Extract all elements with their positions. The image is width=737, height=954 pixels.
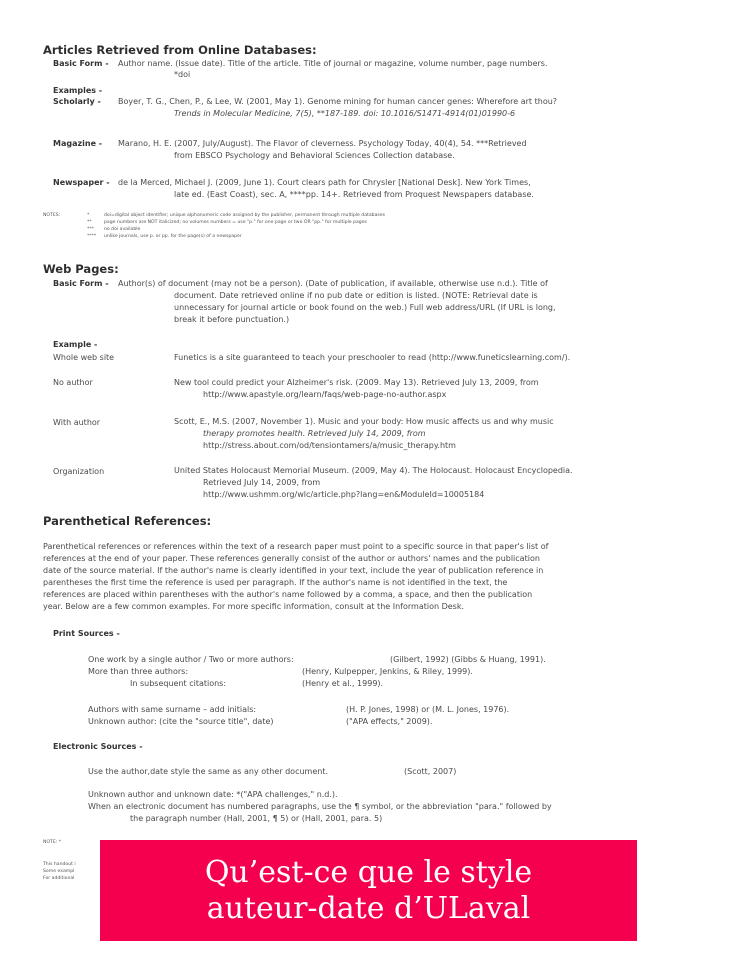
- footer-line: Some exampl: [43, 869, 75, 874]
- web-row-label: With author: [53, 418, 101, 427]
- web-row-line: therapy promotes health. Retrieved July 14, 2009, from: [203, 429, 426, 438]
- web-basic-form-line3: unnecessary for journal article or book found on the web.) Full web address/URL (If URL is long,: [174, 303, 556, 312]
- web-row-line: http://www.ushmm.org/wlc/article.php?lang=en&ModuleId=10005184: [203, 490, 485, 499]
- paren-para-line: references at the end of your paper. These references generally consist of the author or authors' names and the publication: [43, 554, 540, 563]
- articles-basic-form-line1: Author name. (Issue date). Title of the article. Title of journal or magazine, volume number, page numbers.: [118, 59, 548, 68]
- web-row-line: New tool could predict your Alzheimer's risk. (2009. May 13). Retrieved July 13, 2009, from: [174, 378, 539, 387]
- web-basic-form-line2: document. Date retrieved online if no pub date or edition is listed. (NOTE: Retrieval date is: [174, 291, 538, 300]
- paren-para-line: date of the source material. If the author's name is clearly identified in your text, include the year of publication reference in: [43, 566, 544, 575]
- articles-basic-form-label: Basic Form -: [53, 59, 109, 68]
- print-row-left: More than three authors:: [88, 667, 189, 676]
- print-row-right: (Henry et al., 1999).: [302, 679, 384, 688]
- web-basic-form-line4: break it before punctuation.): [174, 315, 290, 324]
- web-row-line: http://www.apastyle.org/learn/faqs/web-page-no-author.aspx: [203, 390, 447, 399]
- print-row-right: (Gilbert, 1992) (Gibbs & Huang, 1991).: [390, 655, 546, 664]
- note-text: page numbers are NOT italicized; no volumes numbers = use "p." for one page or two OR "pp." for multiple pages: [104, 220, 367, 225]
- paren-para-line: parentheses the first time the reference is used per paragraph. If the author's name is not identified in the text, the: [43, 578, 508, 587]
- web-row-line: http://stress.about.com/od/tensiontamers/a/music_therapy.htm: [203, 441, 456, 450]
- notes-label: NOTES:: [43, 213, 61, 218]
- note-mark: ****: [87, 234, 97, 239]
- magazine-line2: from EBSCO Psychology and Behavioral Sciences Collection database.: [174, 151, 455, 160]
- electronic-line1-left: Use the author,date style the same as any other document.: [88, 767, 328, 776]
- web-row-line: United States Holocaust Memorial Museum. (2009, May 4). The Holocaust. Holocaust Encyclopedia.: [174, 466, 573, 475]
- articles-heading: Articles Retrieved from Online Databases:: [43, 43, 317, 57]
- scholarly-line1: Boyer, T. G., Chen, P., & Lee, W. (2001, May 1). Genome mining for human cancer genes: Wherefore art thou?: [118, 97, 558, 106]
- print-row-right: (H. P. Jones, 1998) or (M. L. Jones, 1976).: [346, 705, 510, 714]
- magazine-label: Magazine -: [53, 139, 103, 148]
- footer-line: For additional: [43, 876, 75, 881]
- note-text: no doi available: [104, 227, 141, 232]
- note-text: doi=digital object identifier; unique alphanumeric code assigned by the publisher, permanent through multiple databases: [104, 213, 385, 218]
- electronic-line1-right: (Scott, 2007): [404, 767, 457, 776]
- title-banner: [100, 840, 637, 941]
- web-example-label: Example -: [53, 340, 98, 349]
- web-row-label: Organization: [53, 467, 105, 476]
- scholarly-line2: Trends in Molecular Medicine, 7(5), **187-189. doi: 10.1016/S1471-4914(01)01990-6: [174, 109, 516, 118]
- print-row-right: (Henry, Kulpepper, Jenkins, & Riley, 1999).: [302, 667, 473, 676]
- magazine-line1: Marano, H. E. (2007, July/August). The Flavor of cleverness. Psychology Today, 40(4), 54. ***Retrieved: [118, 139, 527, 148]
- print-row-left: One work by a single author / Two or more authors:: [88, 655, 294, 664]
- print-row-left: Unknown author: (cite the "source title", date): [88, 717, 274, 726]
- newspaper-line2: late ed. (East Coast), sec. A, ****pp. 14+. Retrieved from Proquest Newspapers database.: [174, 190, 534, 199]
- banner-line2: auteur-date d’ULaval: [206, 890, 531, 926]
- electronic-line3: When an electronic document has numbered paragraphs, use the ¶ symbol, or the abbreviation "para." followed by: [88, 802, 552, 811]
- articles-basic-form-line2: *doi: [174, 70, 191, 79]
- electronic-line4: the paragraph number (Hall, 2001, ¶ 5) or (Hall, 2001, para. 5): [130, 814, 383, 823]
- articles-examples-label: Examples -: [53, 86, 103, 95]
- print-row-right: ("APA effects," 2009).: [346, 717, 433, 726]
- web-row-label: Whole web site: [53, 353, 115, 362]
- note-mark: ***: [87, 227, 94, 232]
- banner-line1: Qu’est-ce que le style: [204, 854, 533, 890]
- note-mark: **: [87, 220, 92, 225]
- web-row-label: No author: [53, 378, 93, 387]
- web-heading: Web Pages:: [43, 262, 119, 276]
- web-basic-form-label: Basic Form -: [53, 279, 109, 288]
- newspaper-label: Newspaper -: [53, 178, 110, 187]
- electronic-sources-label: Electronic Sources -: [53, 742, 143, 751]
- print-row-left: In subsequent citations:: [130, 679, 227, 688]
- note-text: unlike journals, use p. or pp. for the page(s) of a newspaper: [104, 234, 242, 239]
- paren-para-line: references are placed within parentheses with the author's name followed by a comma, a space, and then the publication: [43, 590, 533, 599]
- web-row-line: Scott, E., M.S. (2007, November 1). Music and your body: How music affects us and why music: [174, 417, 554, 426]
- web-basic-form-line1: Author(s) of document (may not be a person). (Date of publication, if available, otherwise use n.d.). Title of: [118, 279, 548, 288]
- footer-line: This handout i: [43, 862, 76, 867]
- paren-para-line: Parenthetical references or references within the text of a research paper must point to a specific source in that paper's list of: [43, 542, 549, 551]
- web-row-line: Retrieved July 14, 2009, from: [203, 478, 321, 487]
- paren-heading: Parenthetical References:: [43, 514, 212, 528]
- paren-para-line: year. Below are a few common examples. For more specific information, consult at the Information Desk.: [43, 602, 465, 611]
- print-row-left: Authors with same surname – add initials:: [88, 705, 257, 714]
- web-row-line: Funetics is a site guaranteed to teach your preschooler to read (http://www.funeticslearning.com/).: [174, 353, 571, 362]
- note-star: NOTE: *: [43, 840, 62, 845]
- note-mark: *: [87, 213, 90, 218]
- print-sources-label: Print Sources -: [53, 629, 120, 638]
- electronic-line2: Unknown author and unknown date: *("APA challenges," n.d.).: [88, 790, 338, 799]
- newspaper-line1: de la Merced, Michael J. (2009, June 1). Court clears path for Chrysler [National Desk]. New York Times,: [118, 178, 531, 187]
- scholarly-label: Scholarly -: [53, 97, 101, 106]
